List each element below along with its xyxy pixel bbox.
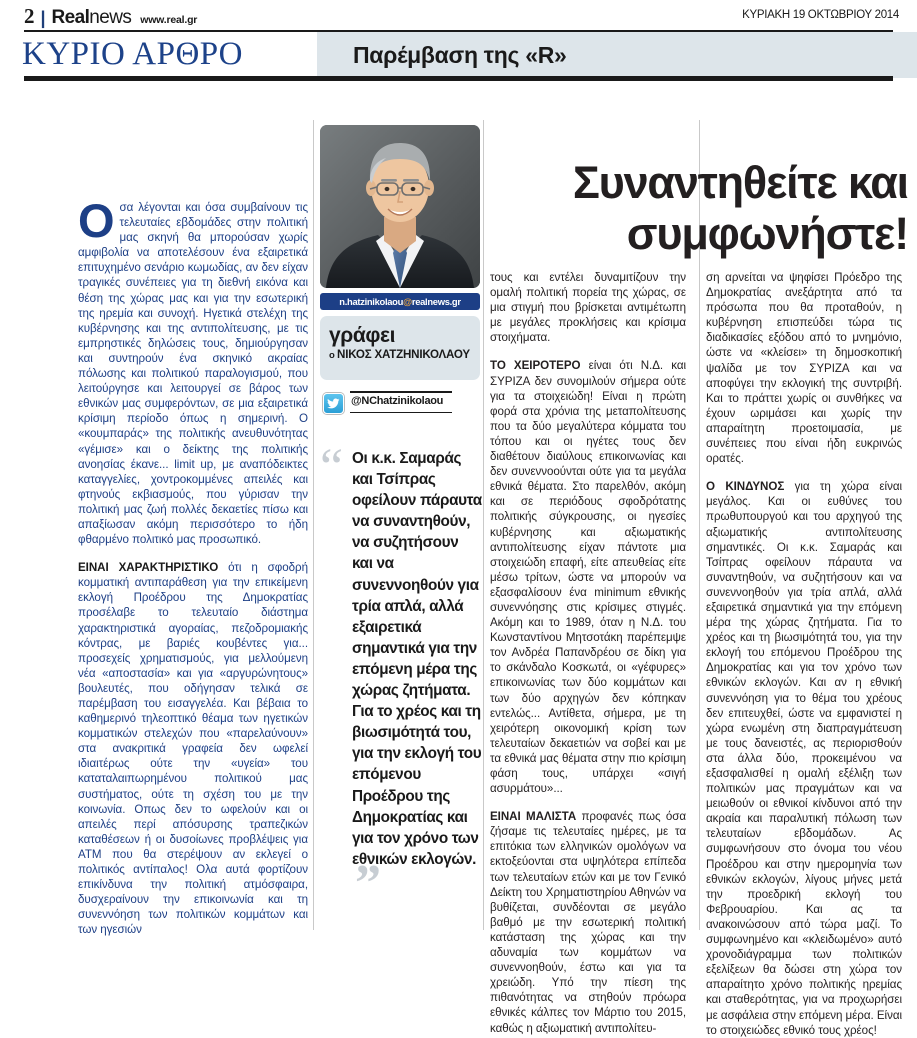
col3-paragraph-3-text: προφανές πως όσα ζήσαμε τις τελευταίες ημέρες, με τα επιτόκια των ελληνικών ομολόγων να εκτοξεύονται στα υψηλότερα επίπεδα των τελευταίων ετών και με τον Γενικό Δείκτη του Χρηματιστηρίου Αθηνών να βυθίζεται, συνδέονται σε μεγάλο βαθμό με την εσωτερική πολιτική κατάσταση της χώρας και την αδυναμία των κομμάτων να συνεννοηθούν, έστω και για τα χρειώδη. Υπό την πίεση της πιθανότητας να στηθούν πρόωρα εθνικές κάλπες τον Μάρτιο του 2015, καθώς η αξιωματική αντιπολίτευ- [490, 810, 686, 1035]
masthead [0, 0, 917, 34]
col3-paragraph-2-text: είναι ότι Ν.Δ. και ΣΥΡΙΖΑ δεν συνομιλούν σήμερα ούτε για τα στοιχειώδη! Είναι η πρώτη φορά στα χρόνια της μεταπολίτευσης που τα δύο μεγαλύτερα κόμματα του τόπου και οι ηγέτες τους δεν διαθέτουν διαύλους επικοινωνίας και δεν συνεννοούνται ούτε για τα μεγάλα εθνικά θέματα. Στο παρελθόν, ακόμη και σε περιόδους σφοδρότατης πολιτικής σύγκρουσης, οι ηγεσίες κυβέρνησης και αξιωματικής αντιπολίτευσης είχαν πάντοτε μια στοιχειώδη επαφή, είτε απευθείας είτε μέσω τρίτων, ώστε να μπορούν να εξασφαλίσουν ένα minimum εθνικής συνεννόησης στις κρίσιμες στιγμές. Ακόμη και το 1989, όταν η Ν.Δ. του Κωνσταντίνου Μητσοτάκη παρέπεμψε τον Ανδρέα Παπανδρέου σε δίκη για το σκάνδαλο Κοσκωτά, οι «γέφυρες» επικοινωνίας των δύο κομμάτων και των δύο αρχηγών δεν κόπηκαν εντελώς... Αντίθετα, σήμερα, με τη χειρότερη οικονομική κρίση των τελευταίων δεκαετιών να σοβεί και με τα εθνικά μας θέματα στην πιο κρίσιμη φάση τους, υπάρχει «σιγή ασυρμάτου»... [490, 359, 687, 796]
column-divider-1 [313, 120, 314, 930]
section-bar [0, 32, 917, 78]
col4-paragraph-1: ση αρνείται να ψηφίσει Πρόεδρο της Δημοκρατίας ανεξάρτητα από τα πρόσωπα που θα προταθούν, η κυβέρνηση επισπεύδει τώρα τις διαδικασίες εξόδου από το μνημόνιο, ώστε να «κλείσει» τη δημοσκοπική ψαλίδα με τον ΣΥΡΙΖΑ και να αποφύγει την εκλογική της συντριβή. Και το πράττει χωρίς οι συνθήκες να έχουν ωριμάσει και χωρίς την απαραίτητη προετοιμασία, με συνέπειες που είναι ήδη ευκρινώς ορατές. [706, 271, 902, 466]
col3-paragraph-1: τους και εντέλει δυναμιτίζουν την ομαλή πολιτική πορεία της χώρας, σε μια στιγμή που βρίσκεται αντιμέτωπη με μεγάλες προκλήσεις και κρίσιμα στοιχήματα. [490, 271, 686, 345]
body-column-3 [490, 270, 686, 1036]
at-sign-icon: @ [403, 296, 412, 307]
col4-paragraph-2 [706, 479, 902, 1037]
page-number: 2 [24, 4, 35, 28]
brand-website-url: www.real.gr [140, 14, 198, 26]
author-byline-box [320, 316, 480, 380]
author-twitter-row[interactable] [320, 390, 480, 414]
masthead-brand-group [24, 6, 197, 27]
byline-verb: γράφει [329, 324, 396, 347]
intro-paragraph-1 [78, 194, 308, 547]
quote-open-mark: “ [320, 439, 341, 496]
body-column-4 [706, 270, 902, 1038]
column-divider-2 [483, 120, 484, 930]
section-bottom-rule [24, 76, 893, 81]
issue-date: ΚΥΡΙΑΚΗ 19 ΟΚΤΩΒΡΙΟΥ 2014 [742, 9, 899, 21]
twitter-bird-glyph [327, 397, 340, 410]
pull-quote [320, 439, 482, 912]
section-subtitle: Παρέμβαση της «R» [353, 42, 567, 68]
drop-cap: Ο [78, 194, 115, 247]
col4-paragraph-2-text: για τη χώρα είναι μεγάλος. Και οι ευθύνες του πρωθυπουργού και του αρχηγού της αξιωματικής αντιπολίτευσης σημαντικές. Οι κ.κ. Σαμαράς και Τσίπρας οφείλουν πάραυτα να συναντηθούν, να συζητήσουν και να συνεννοηθούν για τρία απλά, αλλά εξαιρετικά σημαντικά για την επόμενη μέρα της χώρας ζητήματα. Για το χρέος και τη βιωσιμότητά του, για την εκλογή του επόμενου Προέδρου της Δημοκρατίας και για τον χρόνο των εθνικών εκλογών. Και αν η εθνική συνεννόηση για το θέμα του χρέους δεν επιτευχθεί, ώστε να εμφανιστεί η χώρα ενωμένη στη διαπραγμάτευση με τους δανειστές, ας περιορισθούν στα άλλα δύο, προκειμένου να εξασφαλισθεί η ομαλή εξέλιξη των πολιτικών μας πραγμάτων και να μειωθούν οι εθνικοί κίνδυνοι από την ακραία και παραλυτική πόλωση των τελευταίων εβδομάδων. Ας συμφωνήσουν στο όνομα του νέου Προέδρου και στην ημερομηνία των εθνικών εκλογών, λίγους μήνες μετά την προεδρική εκλογή του Φεβρουαρίου. Και ας τα ανακοινώσουν από τώρα μαζί. Το συμφωνημένο και «κλειδωμένο» αυτό χρονοδιάγραμμα των πολιτικών εξελίξεων θα δώσει στη χώρα τον απαραίτητο χρόνο πολιτικής ηρεμίας και σταθερότητας, για να προχωρήσει με ασφάλεια στην επόμενη μέρα. Είναι το στοιχειώδες εθνικό τους χρέος! [706, 480, 902, 1037]
intro-paragraph-2-lead: ΕΙΝΑΙ ΧΑΡΑΚΤΗΡΙΣΤΙΚΟ [78, 561, 219, 575]
col4-paragraph-2-lead: Ο ΚΙΝΔΥΝΟΣ [706, 480, 785, 494]
author-email-user: n.hatzinikolaou [339, 296, 404, 307]
twitter-rule-top [350, 391, 452, 393]
brand-logo [52, 8, 132, 27]
pull-quote-body: Οι κ.κ. Σαμαράς και Τσίπρας οφείλουν πάραυτα να συναντηθούν, να συζητήσουν και να συνεννοηθούν για τρία απλά, αλλά εξαιρετικά σημαντικά για την επόμενη μέρα της χώρας ζητήματα. Για το χρέος και τη βιωσιμότητά του, για την εκλογή του επόμενου Προέδρου της Δημοκρατίας και για τον χρόνο των εθνικών εκλογών.” [352, 450, 482, 912]
twitter-handle[interactable]: @NChatzinikolaou [351, 395, 444, 407]
col3-paragraph-2-lead: ΤΟ ΧΕΙΡΟΤΕΡΟ [490, 359, 581, 373]
intro-column [78, 194, 308, 938]
author-portrait [320, 125, 480, 288]
intro-paragraph-2 [78, 560, 308, 937]
twitter-rule-bottom [350, 412, 452, 414]
intro-paragraph-1-text: σα λέγονται και όσα συμβαίνουν τις τελευταίες εβδομάδες στην πολιτική μας σκηνή θα μπορούσαν χωρίς αμφιβολία να αποτελέσουν ένα εξαιρετικά επιτυχημένο σενάριο κωμωδίας, αν δεν είχαν τραγικές συνέπειες για τη διεθνή εικόνα και θέση της χώρας μας και για την εσωτερική της ηρεμία και συνοχή. Ηγετικά στελέχη της κυβέρνησης και της αντιπολίτευσης, με τις εμπρηστικές δηλώσεις τους, δημιούργησαν και συντηρούν ένα σκηνικό ακραίας πόλωσης και πολιτικού παραλογισμού, που λειτούργησε και λειτουργεί σε βάρος των εθνικών μας συμφερόντων, σε μια εξαιρετικά κρίσιμη περίοδο όπως η σημερινή. Ο «κουμπαράς» της πολιτικής ανευθυνότητας «γέμισε» και ο δείκτης της πολιτικής ανοησίας έκανε... limit up, με αναπόδεικτες καταγγελίες, χοντροκομμένες απειλές και φτηνούς εκβιασμούς, που γύρισαν την πολιτική μας ζωή πολλές δεκαετίες πίσω και απαξίωσαν ακόμη περισσότερο το ήδη φθαρμένο πολιτικό μας προσωπικό. [78, 201, 308, 547]
intro-paragraph-2-text: ότι η σφοδρή κομματική αντιπαράθεση για την επικείμενη εκλογή Προέδρου της Δημοκρατίας προσέλαβε το τελευταίο διάστημα χαρακτηριστικά αγοραίας, πεζοδρομιακής κόντρας, με βαριές κουβέντες για... προσεχείς χρηματισμούς, για μελλούμενη νέα «αποστασία» και για «αργυρώνητους» βουλευτές, που οδήγησαν τελικά σε παρέμβαση του εισαγγελέα. Και βέβαια το καθημερινό τηλεοπτικό θέαμα των ηγετικών κομματικών στελεχών που «παρελαύνουν» στα ανακριτικά γραφεία δεν ωφελεί ιδιαιτέρως ούτε την «υγεία» του καταταλαιπωρημένου πολιτικού μας συστήματος, ούτε τη σχέση του με την κοινωνία. Οπως δεν το ωφελούν και οι απειλές περί απόσυρσης τραπεζικών καταθέσεων ή οι δυσοίωνες προβλέψεις για ΑΤΜ που θα στερέψουν αν εκλεγεί ο πολιτικός αντίπαλος! Ολα αυτά φορτίζουν επικίνδυνα την πολιτική ατμόσφαιρα, δυσχεραίνουν την επικοινωνία και τη συνεννόηση των πολιτικών κομμάτων και των ηγεσιών [78, 561, 308, 937]
masthead-separator: | [40, 8, 46, 28]
section-title: ΚΥΡΙΟ ΑΡΘΡΟ [22, 36, 243, 72]
pull-quote-text: Οι κ.κ. Σαμαράς και Τσίπρας οφείλουν πάραυτα να συναντηθούν, να συζητήσουν και να συνεννοηθούν για τρία απλά, αλλά εξαιρετικά σημαντικά για την επόμενη μέρα της χώρας ζητήματα. Για το χρέος και τη βιωσιμότητά του, για την εκλογή του επόμενου Προέδρου της Δημοκρατίας και για τον χρόνο των εθνικών εκλογών. [352, 450, 482, 868]
brand-news-text: news [89, 7, 132, 28]
author-email-domain: realnews.gr [411, 296, 461, 307]
byline-name-row [329, 348, 480, 363]
byline-prefix: ο [329, 350, 338, 361]
article-headline: Συναντηθείτε και συμφωνήστε! [572, 157, 908, 260]
col3-paragraph-2 [490, 358, 686, 796]
author-email-badge[interactable] [320, 293, 480, 310]
portrait-illustration [320, 125, 480, 288]
brand-real-text: Real [51, 7, 90, 28]
byline-author-name: ΝΙΚΟΣ ΧΑΤΖΗΝΙΚΟΛΑΟΥ [337, 348, 470, 361]
col3-paragraph-3 [490, 809, 686, 1035]
author-block [320, 125, 480, 414]
twitter-bird-icon[interactable] [323, 393, 344, 414]
col3-paragraph-3-lead: ΕΙΝΑΙ ΜΑΛΙΣΤΑ [490, 810, 577, 824]
